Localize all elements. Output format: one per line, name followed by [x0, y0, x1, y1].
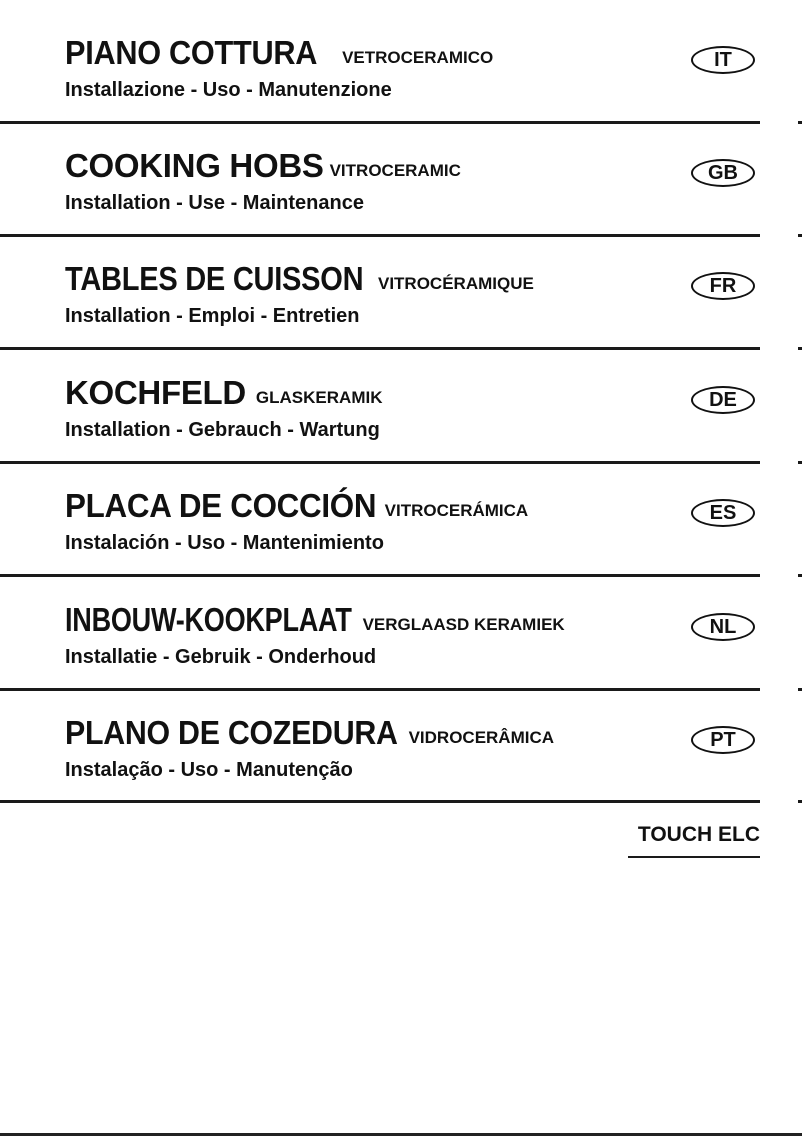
language-badge-pt: PT: [691, 726, 755, 754]
margin-tick: [798, 461, 802, 464]
product-subtitle: Installation - Emploi - Entretien: [65, 305, 360, 327]
section-fr: [0, 248, 802, 361]
divider-rule: [0, 121, 760, 124]
product-material: VERGLAASD KERAMIEK: [362, 615, 565, 634]
title-line: [65, 149, 461, 182]
product-material: VITROCERAMIC: [329, 161, 461, 180]
divider-rule: [0, 461, 760, 464]
product-subtitle: Installation - Use - Maintenance: [65, 192, 364, 214]
divider-rule: [0, 800, 760, 803]
product-title: COOKING HOBS: [65, 147, 324, 184]
product-title: TABLES DE CUISSON: [65, 260, 364, 297]
language-badge-es: ES: [691, 499, 755, 527]
section-de: [0, 362, 802, 475]
product-title: PLANO DE COZEDURA: [65, 714, 398, 751]
section-es: [0, 475, 802, 588]
product-subtitle: Instalação - Uso - Manutenção: [65, 759, 353, 781]
language-badge-it: IT: [691, 46, 755, 74]
section-pt: [0, 702, 802, 815]
model-underline: [628, 856, 760, 858]
product-material: GLASKERAMIK: [255, 388, 383, 407]
language-badge-fr: FR: [691, 272, 755, 300]
product-material: VETROCERAMICO: [342, 48, 494, 67]
margin-tick: [798, 347, 802, 350]
section-nl: [0, 589, 802, 702]
model-name: TOUCH ELC: [637, 823, 760, 846]
margin-tick: [798, 800, 802, 803]
divider-rule: [0, 688, 760, 691]
divider-rule: [0, 347, 760, 350]
language-badge-de: DE: [691, 386, 755, 414]
language-badge-nl: NL: [691, 613, 755, 641]
product-subtitle: Instalación - Uso - Mantenimiento: [65, 532, 384, 554]
section-gb: [0, 135, 802, 248]
product-material: VITROCERÁMICA: [384, 501, 529, 520]
product-subtitle: Installazione - Uso - Manutenzione: [65, 79, 392, 101]
divider-rule: [0, 574, 760, 577]
divider-rule: [0, 234, 760, 237]
title-line: [65, 262, 534, 295]
product-subtitle: Installatie - Gebruik - Onderhoud: [65, 646, 377, 668]
margin-tick: [798, 574, 802, 577]
product-material: VIDROCERÂMICA: [408, 728, 555, 747]
title-line: [65, 376, 382, 409]
margin-tick: [798, 121, 802, 124]
section-it: [0, 22, 802, 135]
language-badge-gb: GB: [691, 159, 755, 187]
title-line: [65, 716, 554, 749]
title-line: [65, 489, 528, 522]
product-subtitle: Installation - Gebrauch - Wartung: [65, 419, 380, 441]
title-line: [65, 603, 565, 636]
margin-tick: [798, 234, 802, 237]
margin-tick: [798, 688, 802, 691]
product-title: INBOUW-KOOKPLAAT: [65, 601, 352, 638]
product-material: VITROCÉRAMIQUE: [377, 274, 534, 293]
title-line: [65, 36, 493, 69]
product-title: PLACA DE COCCIÓN: [65, 487, 377, 524]
product-title: KOCHFELD: [65, 374, 246, 411]
product-title: PIANO COTTURA: [65, 34, 318, 71]
